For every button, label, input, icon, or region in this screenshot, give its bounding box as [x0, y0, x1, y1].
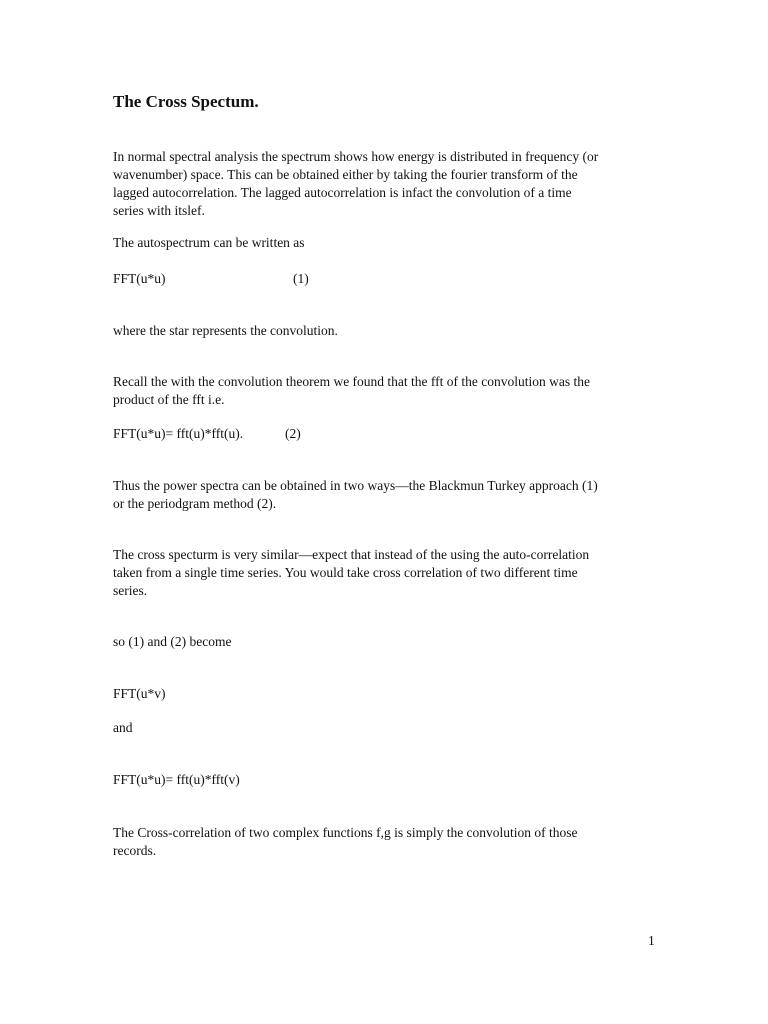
text-line: wavenumber) space. This can be obtained either by taking the fourier transform of the	[113, 167, 578, 182]
text-line: The cross specturm is very similar—expect that instead of the using the auto-correlation	[113, 547, 590, 562]
text-line: or the periodgram method (2).	[113, 496, 277, 511]
cross-spectrum-paragraph	[113, 546, 663, 600]
equation-expression: FFT(u*u)= fft(u)*fft(u).	[113, 426, 244, 441]
power-spectra-paragraph	[113, 477, 663, 513]
intro-paragraph	[113, 148, 663, 220]
equation-expression: FFT(u*v)	[113, 686, 166, 701]
text-line: In normal spectral analysis the spectrum shows how energy is distributed in frequency (or	[113, 149, 599, 164]
text-line: Thus the power spectra can be obtained in two ways—the Blackmun Turkey approach (1)	[113, 478, 598, 493]
text-line: lagged autocorrelation. The lagged autocorrelation is infact the convolution of a time	[113, 185, 572, 200]
equation-2	[113, 425, 301, 443]
and-line	[113, 719, 663, 737]
equation-number: (1)	[293, 271, 309, 286]
text-line: series.	[113, 583, 148, 598]
document-title: The Cross Spectum.	[113, 92, 259, 111]
text-line: The Cross-correlation of two complex functions f,g is simply the convolution of those	[113, 825, 578, 840]
equation-1	[113, 270, 309, 288]
equation-expression: FFT(u*u)	[113, 271, 166, 286]
autospectrum-intro	[113, 234, 663, 252]
equation-number: (2)	[285, 426, 301, 441]
text-line: Recall the with the convolution theorem we found that the fft of the convolution was the	[113, 374, 591, 389]
text-line: and	[113, 720, 133, 735]
text-line: product of the fft i.e.	[113, 392, 225, 407]
text-line: The autospectrum can be written as	[113, 235, 305, 250]
text-line: where the star represents the convolution.	[113, 323, 338, 338]
star-note	[113, 322, 663, 340]
cross-correlation-paragraph	[113, 824, 663, 860]
equation-3	[113, 685, 166, 703]
page-number: 1	[648, 933, 655, 948]
text-line: records.	[113, 843, 157, 858]
text-line: taken from a single time series. You would take cross correlation of two different time	[113, 565, 578, 580]
so-line	[113, 633, 663, 651]
equation-4	[113, 771, 240, 789]
recall-paragraph	[113, 373, 663, 409]
text-line: series with itslef.	[113, 203, 205, 218]
equation-expression: FFT(u*u)= fft(u)*fft(v)	[113, 772, 240, 787]
text-line: so (1) and (2) become	[113, 634, 232, 649]
